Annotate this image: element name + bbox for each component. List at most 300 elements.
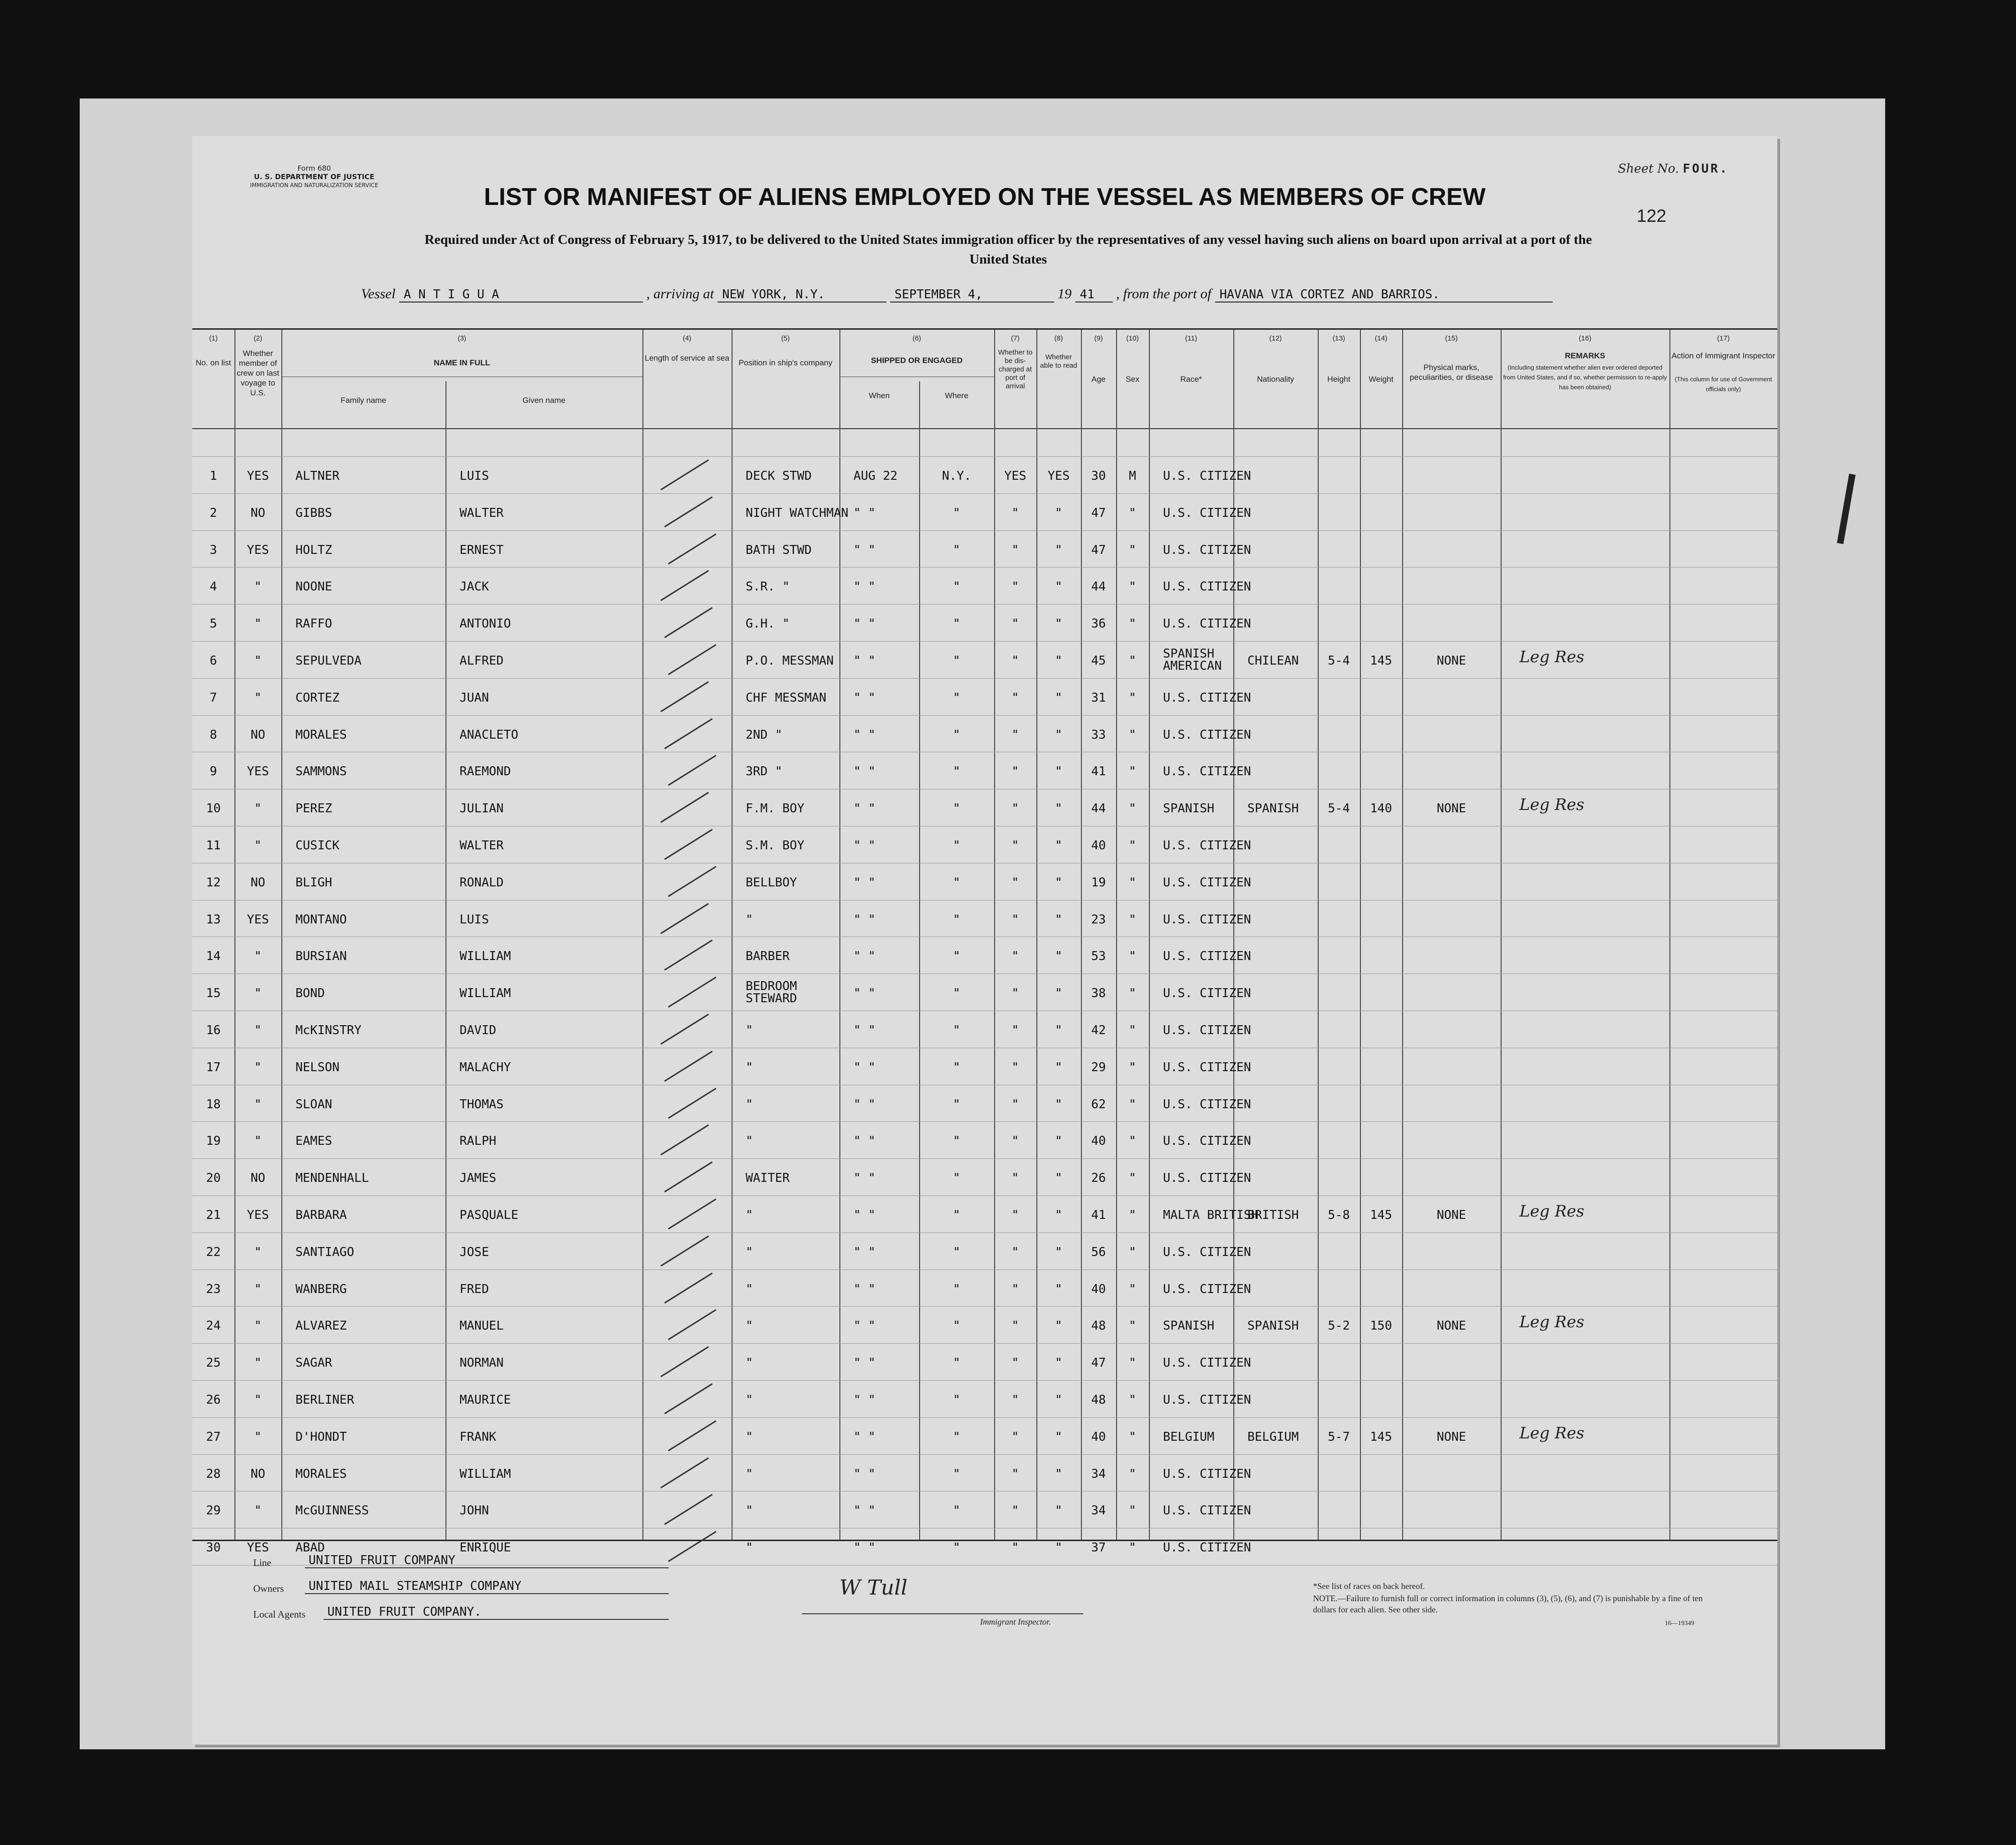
row-17-sex: ": [1129, 1060, 1136, 1074]
row-10-ht: 5-4: [1328, 802, 1350, 816]
column-divider: [1318, 330, 1319, 1540]
row-2-last: NO: [250, 506, 265, 520]
row-15-pos: BEDROOM STEWARD: [746, 979, 797, 1006]
service-check-mark: [660, 1235, 709, 1266]
row-13-race: U.S. CITIZEN: [1163, 912, 1251, 927]
row-18-sex: ": [1129, 1097, 1136, 1112]
row-10-when: " ": [853, 802, 876, 816]
row-9-read: ": [1055, 764, 1063, 779]
row-2-when: " ": [853, 506, 876, 520]
row-7-family: CORTEZ: [295, 690, 340, 705]
service-check-mark: [660, 903, 709, 934]
row-23-where: ": [953, 1282, 960, 1296]
row-15-when: " ": [853, 986, 876, 1001]
row-17-disch: ": [1012, 1060, 1019, 1074]
row-1-when: AUG 22: [853, 469, 898, 483]
row-30-age: 37: [1091, 1541, 1106, 1555]
row-rule: [192, 678, 1777, 679]
row-1-no: 1: [210, 469, 217, 483]
document-title: LIST OR MANIFEST OF ALIENS EMPLOYED ON THE VESSEL AS MEMBERS OF CREW: [484, 183, 1486, 211]
row-22-pos: ": [746, 1245, 753, 1259]
row-24-ht: 5-2: [1328, 1319, 1350, 1333]
row-4-race: U.S. CITIZEN: [1163, 580, 1251, 594]
row-11-disch: ": [1012, 839, 1019, 853]
row-22-sex: ": [1129, 1245, 1136, 1259]
row-21-no: 21: [206, 1208, 221, 1222]
row-17-pos: ": [746, 1060, 753, 1074]
row-24-race: SPANISH: [1163, 1319, 1215, 1333]
row-24-when: " ": [853, 1319, 876, 1333]
row-29-last: ": [254, 1504, 262, 1518]
row-11-read: ": [1055, 839, 1063, 853]
row-22-last: ": [254, 1245, 262, 1259]
row-28-pos: ": [746, 1467, 753, 1481]
col-position-label: Position in ship's company: [739, 358, 832, 367]
row-5-sex: ": [1129, 617, 1136, 631]
row-22-no: 22: [206, 1245, 221, 1259]
row-4-last: ": [254, 580, 262, 594]
row-rule: [192, 1158, 1777, 1159]
row-12-disch: ": [1012, 875, 1019, 890]
row-10-disch: ": [1012, 802, 1019, 816]
row-15-race: U.S. CITIZEN: [1163, 986, 1251, 1001]
given-name-header: Given name: [522, 396, 566, 405]
row-20-read: ": [1055, 1171, 1063, 1186]
col-no-label: No. on list: [196, 358, 231, 367]
row-22-when: " ": [853, 1245, 876, 1259]
row-27-marks: NONE: [1436, 1429, 1466, 1444]
service-check-mark: [660, 459, 709, 490]
col-action-label: Action of Immigrant Inspector: [1671, 351, 1775, 360]
row-26-age: 48: [1091, 1393, 1106, 1407]
row-28-when: " ": [853, 1467, 876, 1481]
row-15-given: WILLIAM: [460, 986, 511, 1001]
row-10-last: ": [254, 802, 262, 816]
row-4-family: NOONE: [295, 580, 332, 594]
col-nationality-number: (12): [1269, 334, 1282, 342]
row-16-family: McKINSTRY: [295, 1023, 362, 1037]
row-21-race: MALTA BRITISH: [1163, 1208, 1259, 1222]
row-2-no: 2: [210, 506, 217, 520]
service-check-mark: [668, 1531, 716, 1562]
row-6-read: ": [1055, 654, 1063, 668]
col-shipped-label: SHIPPED OR ENGAGED: [871, 356, 963, 365]
signature-caption: Immigrant Inspector.: [980, 1617, 1051, 1626]
row-17-when: " ": [853, 1060, 876, 1074]
column-divider: [642, 330, 643, 1540]
row-1-disch: YES: [1004, 469, 1027, 483]
row-21-given: PASQUALE: [460, 1208, 519, 1222]
row-10-where: ": [953, 802, 960, 816]
row-27-nat: BELGIUM: [1247, 1429, 1299, 1444]
row-23-family: WANBERG: [295, 1282, 347, 1296]
vessel-label: Vessel: [361, 286, 396, 302]
row-12-race: U.S. CITIZEN: [1163, 875, 1251, 890]
row-29-given: JOHN: [460, 1504, 489, 1518]
row-12-pos: BELLBOY: [746, 875, 797, 890]
row-12-no: 12: [206, 875, 221, 890]
row-24-last: ": [254, 1319, 262, 1333]
col-sex-label: Sex: [1125, 375, 1140, 384]
row-19-family: EAMES: [295, 1134, 332, 1149]
row-20-race: U.S. CITIZEN: [1163, 1171, 1251, 1186]
row-25-age: 47: [1091, 1356, 1106, 1370]
row-18-family: SLOAN: [295, 1097, 332, 1112]
row-20-family: MENDENHALL: [295, 1171, 369, 1186]
row-16-read: ": [1055, 1023, 1063, 1037]
row-18-last: ": [254, 1097, 262, 1112]
row-15-last: ": [254, 986, 262, 1001]
row-18-given: THOMAS: [460, 1097, 504, 1112]
row-13-where: ": [953, 912, 960, 927]
row-3-sex: ": [1129, 543, 1136, 557]
row-8-where: ": [953, 727, 960, 742]
row-27-age: 40: [1091, 1429, 1106, 1444]
row-5-read: ": [1055, 617, 1063, 631]
row-12-family: BLIGH: [295, 875, 332, 890]
row-1-where: N.Y.: [942, 469, 972, 483]
row-6-disch: ": [1012, 654, 1019, 668]
service-check-mark: [664, 1272, 712, 1303]
row-20-given: JAMES: [460, 1171, 497, 1186]
row-5-given: ANTONIO: [460, 617, 511, 631]
agents-label: Local Agents: [253, 1609, 306, 1620]
col-no-number: (1): [209, 334, 218, 342]
department-name: U. S. DEPARTMENT OF JUSTICE: [254, 173, 375, 181]
col-read-number: (8): [1054, 334, 1063, 342]
row-3-where: ": [953, 543, 960, 557]
row-1-last: YES: [247, 469, 269, 483]
row-rule: [192, 604, 1777, 605]
row-14-given: WILLIAM: [460, 949, 511, 964]
row-8-disch: ": [1012, 727, 1019, 742]
row-3-read: ": [1055, 543, 1063, 557]
row-6-ht: 5-4: [1328, 654, 1350, 668]
row-11-given: WALTER: [460, 839, 504, 853]
row-30-read: ": [1055, 1541, 1063, 1555]
row-13-when: " ": [853, 912, 876, 927]
form-number: Form 680: [297, 164, 331, 173]
from-label: , from the port of: [1116, 286, 1212, 302]
when-header: When: [868, 391, 890, 400]
row-20-last: NO: [250, 1171, 265, 1186]
row-8-family: MORALES: [295, 727, 347, 742]
action-sub: (This column for use of Government officials only): [1675, 376, 1772, 393]
row-5-no: 5: [210, 617, 217, 631]
row-16-sex: ": [1129, 1023, 1136, 1037]
row-13-family: MONTANO: [295, 912, 347, 927]
row-8-race: U.S. CITIZEN: [1163, 727, 1251, 742]
row-4-read: ": [1055, 580, 1063, 594]
row-30-last: YES: [247, 1541, 269, 1555]
row-20-disch: ": [1012, 1171, 1019, 1186]
line-value: UNITED FRUIT COMPANY: [305, 1553, 669, 1568]
row-7-when: " ": [853, 690, 876, 705]
row-12-sex: ": [1129, 875, 1136, 890]
row-7-pos: CHF MESSMAN: [746, 690, 827, 705]
row-25-disch: ": [1012, 1356, 1019, 1370]
row-19-where: ": [953, 1134, 960, 1149]
row-24-where: ": [953, 1319, 960, 1333]
row-22-where: ": [953, 1245, 960, 1259]
arrival-date: SEPTEMBER 4,: [890, 287, 1054, 302]
row-14-disch: ": [1012, 949, 1019, 964]
row-9-age: 41: [1091, 764, 1106, 779]
row-9-given: RAEMOND: [460, 764, 511, 779]
row-25-family: SAGAR: [295, 1356, 332, 1370]
row-rule: [192, 1195, 1777, 1196]
row-21-nat: BRITISH: [1247, 1208, 1299, 1222]
row-21-last: YES: [247, 1208, 269, 1222]
row-1-sex: M: [1129, 469, 1136, 483]
row-11-race: U.S. CITIZEN: [1163, 839, 1251, 853]
column-divider: [1501, 330, 1502, 1540]
row-21-where: ": [953, 1208, 960, 1222]
row-10-read: ": [1055, 802, 1063, 816]
row-28-last: NO: [250, 1467, 265, 1481]
row-21-remarks: Leg Res: [1519, 1202, 1585, 1221]
row-14-race: U.S. CITIZEN: [1163, 949, 1251, 964]
document-subtitle: Required under Act of Congress of February 5, 1917, to be delivered to the United States immigration officer by the representatives of any vessel having such aliens on board upon arrival at a port of the United States: [424, 232, 1592, 267]
col-nationality-label: Nationality: [1257, 375, 1294, 384]
row-22-given: JOSE: [460, 1245, 489, 1259]
manifest-table: [192, 328, 1777, 1555]
col-age-number: (9): [1094, 334, 1103, 342]
col-action-number: (17): [1717, 334, 1730, 342]
row-19-sex: ": [1129, 1134, 1136, 1149]
row-8-read: ": [1055, 727, 1063, 742]
row-7-no: 7: [210, 690, 217, 705]
row-8-age: 33: [1091, 727, 1106, 742]
row-24-no: 24: [206, 1319, 221, 1333]
row-6-marks: NONE: [1436, 654, 1466, 668]
row-5-pos: G.H. ": [746, 617, 790, 631]
row-7-race: U.S. CITIZEN: [1163, 690, 1251, 705]
row-2-age: 47: [1091, 506, 1106, 520]
row-6-race: SPANISH AMERICAN: [1163, 647, 1222, 673]
form-code: 16—19349: [1665, 1620, 1694, 1627]
service-check-mark: [668, 1309, 716, 1340]
row-rule: [192, 1343, 1777, 1344]
row-5-disch: ": [1012, 617, 1019, 631]
row-24-pos: ": [746, 1319, 753, 1333]
row-23-disch: ": [1012, 1282, 1019, 1296]
row-13-given: LUIS: [460, 912, 489, 927]
row-20-no: 20: [206, 1171, 221, 1186]
row-8-no: 8: [210, 727, 217, 742]
row-26-disch: ": [1012, 1393, 1019, 1407]
row-18-disch: ": [1012, 1097, 1019, 1112]
row-15-family: BOND: [295, 986, 325, 1001]
row-21-ht: 5-8: [1328, 1208, 1350, 1222]
row-30-race: U.S. CITIZEN: [1163, 1541, 1251, 1555]
row-22-race: U.S. CITIZEN: [1163, 1245, 1251, 1259]
sheet-value: FOUR.: [1683, 162, 1729, 176]
col-service-label: Length of service at sea: [644, 354, 730, 363]
row-rule: [192, 1454, 1777, 1455]
row-rule: [192, 1306, 1777, 1307]
row-10-pos: F.M. BOY: [746, 802, 805, 816]
col-discharged-number: (7): [1011, 334, 1020, 342]
row-10-no: 10: [206, 802, 221, 816]
row-9-last: YES: [247, 764, 269, 779]
row-rule: [192, 1380, 1777, 1381]
row-24-given: MANUEL: [460, 1319, 504, 1333]
row-rule: [192, 715, 1777, 716]
row-29-age: 34: [1091, 1504, 1106, 1518]
row-9-where: ": [953, 764, 960, 779]
column-divider: [1149, 330, 1150, 1540]
row-1-pos: DECK STWD: [746, 469, 812, 483]
row-6-wt: 145: [1370, 654, 1392, 668]
row-25-when: " ": [853, 1356, 876, 1370]
row-24-disch: ": [1012, 1319, 1019, 1333]
row-4-where: ": [953, 580, 960, 594]
from-port: HAVANA VIA CORTEZ AND BARRIOS.: [1215, 287, 1553, 302]
row-3-last: YES: [247, 543, 269, 557]
column-divider: [281, 330, 282, 1540]
row-21-wt: 145: [1370, 1208, 1392, 1222]
row-19-race: U.S. CITIZEN: [1163, 1134, 1251, 1149]
row-19-age: 40: [1091, 1134, 1106, 1149]
row-26-given: MAURICE: [460, 1393, 511, 1407]
row-15-no: 15: [206, 986, 221, 1001]
row-3-no: 3: [210, 543, 217, 557]
row-28-age: 34: [1091, 1467, 1106, 1481]
row-5-family: RAFFO: [295, 617, 332, 631]
row-17-read: ": [1055, 1060, 1063, 1074]
service-check-mark: [664, 496, 712, 527]
service-check-mark: [664, 1494, 712, 1525]
row-16-where: ": [953, 1023, 960, 1037]
row-2-sex: ": [1129, 506, 1136, 520]
row-9-no: 9: [210, 764, 217, 779]
row-24-nat: SPANISH: [1247, 1319, 1299, 1333]
row-15-age: 38: [1091, 986, 1106, 1001]
row-rule: [192, 493, 1777, 494]
row-27-read: ": [1055, 1429, 1063, 1444]
vessel-line: [361, 286, 1796, 302]
row-28-read: ": [1055, 1467, 1063, 1481]
col-height-label: Height: [1327, 375, 1351, 384]
row-5-last: ": [254, 617, 262, 631]
row-16-given: DAVID: [460, 1023, 497, 1037]
row-25-pos: ": [746, 1356, 753, 1370]
col-weight-label: Weight: [1368, 375, 1394, 384]
row-23-last: ": [254, 1282, 262, 1296]
row-24-age: 48: [1091, 1319, 1106, 1333]
row-27-given: FRANK: [460, 1429, 497, 1444]
row-16-race: U.S. CITIZEN: [1163, 1023, 1251, 1037]
row-10-marks: NONE: [1436, 802, 1466, 816]
row-18-where: ": [953, 1097, 960, 1112]
row-16-when: " ": [853, 1023, 876, 1037]
row-20-pos: WAITER: [746, 1171, 790, 1186]
row-14-when: " ": [853, 949, 876, 964]
row-27-sex: ": [1129, 1429, 1136, 1444]
row-7-sex: ": [1129, 690, 1136, 705]
row-25-read: ": [1055, 1356, 1063, 1370]
row-6-given: ALFRED: [460, 654, 504, 668]
col-race-number: (11): [1185, 334, 1197, 342]
col-remarks-label: REMARKS: [1565, 351, 1605, 360]
row-26-last: ": [254, 1393, 262, 1407]
row-29-where: ": [953, 1504, 960, 1518]
row-24-sex: ": [1129, 1319, 1136, 1333]
row-27-race: BELGIUM: [1163, 1429, 1215, 1444]
row-27-disch: ": [1012, 1429, 1019, 1444]
row-27-last: ": [254, 1429, 262, 1444]
row-5-when: " ": [853, 617, 876, 631]
col-race-label: Race*: [1180, 375, 1202, 384]
row-18-read: ": [1055, 1097, 1063, 1112]
row-26-pos: ": [746, 1393, 753, 1407]
row-6-pos: P.O. MESSMAN: [746, 654, 834, 668]
row-10-race: SPANISH: [1163, 802, 1215, 816]
row-27-pos: ": [746, 1429, 753, 1444]
row-18-race: U.S. CITIZEN: [1163, 1097, 1251, 1112]
row-6-nat: CHILEAN: [1247, 654, 1299, 668]
row-29-read: ": [1055, 1504, 1063, 1518]
arriving-port: NEW YORK, N.Y.: [717, 287, 886, 302]
row-30-family: ABAD: [295, 1541, 325, 1555]
row-25-last: ": [254, 1356, 262, 1370]
row-25-race: U.S. CITIZEN: [1163, 1356, 1251, 1370]
row-27-no: 27: [206, 1429, 221, 1444]
row-15-read: ": [1055, 986, 1063, 1001]
row-9-race: U.S. CITIZEN: [1163, 764, 1251, 779]
row-8-given: ANACLETO: [460, 727, 519, 742]
service-check-mark: [660, 1125, 709, 1156]
row-10-wt: 140: [1370, 802, 1392, 816]
row-1-age: 30: [1091, 469, 1106, 483]
row-26-when: " ": [853, 1393, 876, 1407]
row-4-pos: S.R. ": [746, 580, 790, 594]
row-19-given: RALPH: [460, 1134, 497, 1149]
service-check-mark: [668, 866, 716, 897]
row-11-no: 11: [206, 839, 221, 853]
row-17-age: 29: [1091, 1060, 1106, 1074]
row-28-disch: ": [1012, 1467, 1019, 1481]
row-2-race: U.S. CITIZEN: [1163, 506, 1251, 520]
row-26-sex: ": [1129, 1393, 1136, 1407]
row-28-where: ": [953, 1467, 960, 1481]
col-age-label: Age: [1091, 375, 1106, 384]
col-remarks-number: (16): [1578, 334, 1592, 342]
row-28-family: MORALES: [295, 1467, 347, 1481]
row-14-no: 14: [206, 949, 221, 964]
row-6-age: 45: [1091, 654, 1106, 668]
row-1-race: U.S. CITIZEN: [1163, 469, 1251, 483]
row-19-pos: ": [746, 1134, 753, 1149]
service-check-mark: [668, 1088, 716, 1119]
row-2-pos: NIGHT WATCHMAN: [746, 506, 849, 520]
row-23-when: " ": [853, 1282, 876, 1296]
row-12-when: " ": [853, 875, 876, 890]
row-20-age: 26: [1091, 1171, 1106, 1186]
row-7-last: ": [254, 690, 262, 705]
row-21-age: 41: [1091, 1208, 1106, 1222]
col-position-number: (5): [781, 334, 790, 342]
row-25-sex: ": [1129, 1356, 1136, 1370]
row-8-pos: 2ND ": [746, 727, 783, 742]
service-check-mark: [668, 644, 716, 675]
service-check-mark: [664, 940, 712, 971]
row-11-when: " ": [853, 839, 876, 853]
row-rule: [192, 1121, 1777, 1122]
row-28-no: 28: [206, 1467, 221, 1481]
row-29-when: " ": [853, 1504, 876, 1518]
